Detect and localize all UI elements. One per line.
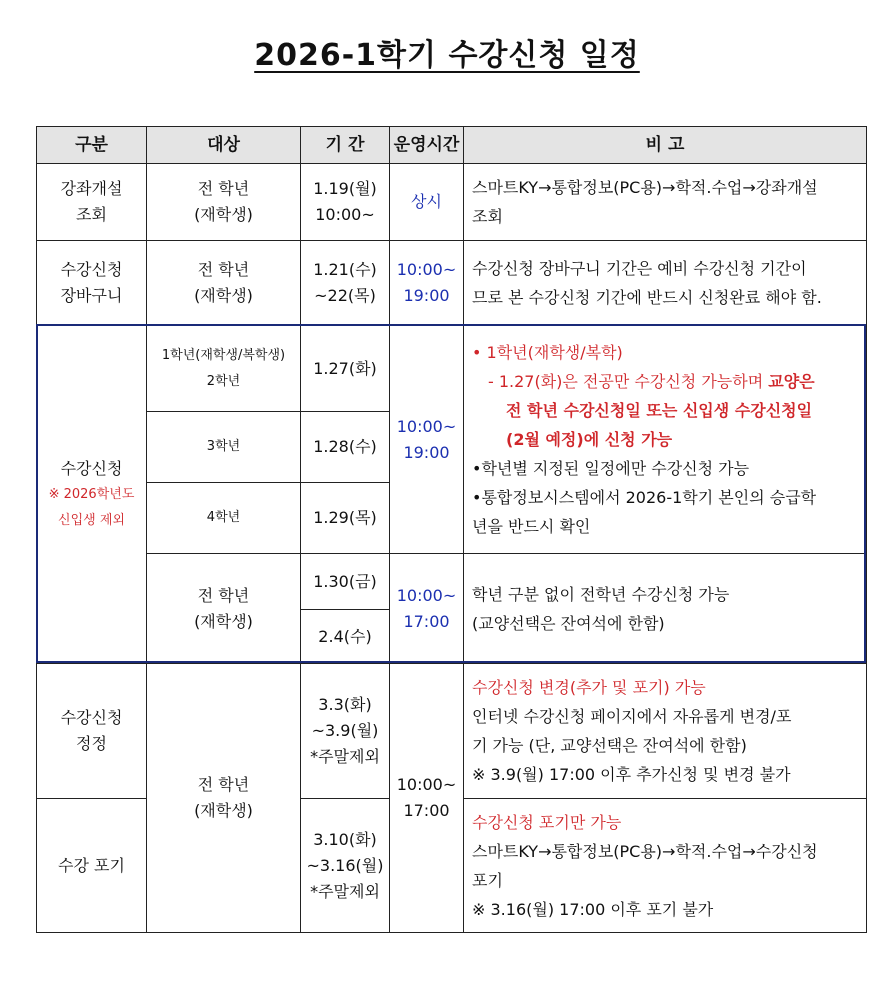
- hours-cell: [390, 326, 464, 554]
- hours-line: 10:00~: [396, 260, 457, 279]
- note-line: (교양선택은 잔여석에 한함): [472, 613, 665, 633]
- note-cell: [464, 241, 867, 326]
- target-line: 전 학년: [197, 179, 250, 198]
- target-line: 2학년: [206, 373, 241, 389]
- note-line: 학년 구분 없이 전학년 수강신청 가능: [472, 584, 730, 604]
- note-line: 인터넷 수강신청 페이지에서 자유롭게 변경/포: [472, 707, 792, 726]
- period-cell: 1.30(금): [301, 554, 390, 610]
- category-note-line: ※ 2026학년도: [48, 486, 135, 502]
- header-target: 대상: [147, 127, 301, 164]
- header-category: 구분: [37, 127, 147, 164]
- hours-line: 10:00~: [396, 416, 457, 436]
- note-highlight: 수강신청 포기만 가능: [472, 812, 622, 832]
- hours-line: 10:00~: [396, 585, 457, 605]
- note-line: 기 가능 (단, 교양선택은 잔여석에 한함): [472, 736, 747, 755]
- schedule-table: [36, 126, 867, 933]
- note-line: 므로 본 수강신청 기간에 반드시 신청완료 해야 함.: [472, 288, 822, 307]
- hours-cell: [390, 664, 464, 933]
- period-line: 1.19(월): [313, 179, 377, 198]
- category-cell: [37, 664, 147, 799]
- note-line: 년을 반드시 확인: [472, 517, 591, 536]
- period-line: *주말제외: [310, 747, 380, 766]
- table-row: [37, 554, 867, 610]
- period-line: 3.10(화): [313, 829, 377, 849]
- period-cell: 1.27(화): [301, 326, 390, 412]
- category-line: 정정: [76, 734, 107, 753]
- target-line: (재학생): [194, 286, 253, 305]
- note-line: 스마트KY→통합정보(PC용)→학적.수업→강좌개설: [472, 178, 818, 197]
- target-cell: [147, 164, 301, 241]
- category-line: 강좌개설: [60, 179, 123, 198]
- period-cell: [301, 164, 390, 241]
- note-bold-text: (2월 예정)에 신청 가능: [506, 430, 673, 449]
- category-line: 수강신청: [60, 458, 123, 478]
- note-cell: [464, 554, 867, 664]
- hours-line: 10:00~: [396, 775, 457, 794]
- category-line: 조회: [76, 205, 107, 224]
- target-cell: 4학년: [147, 483, 301, 554]
- period-cell: [301, 241, 390, 326]
- target-line: (재학생): [194, 801, 253, 820]
- hours-line: 17:00: [403, 611, 450, 631]
- note-cell: [464, 326, 867, 554]
- target-cell: [147, 326, 301, 412]
- target-line: 전 학년: [197, 585, 250, 605]
- category-line: 장바구니: [60, 286, 123, 305]
- hours-cell: [390, 554, 464, 664]
- period-line: ~22(목): [314, 286, 376, 305]
- hours-line: 19:00: [403, 286, 450, 305]
- period-line: ~3.16(월): [306, 855, 384, 875]
- category-cell: [37, 326, 147, 664]
- target-cell: [147, 241, 301, 326]
- note-cell: [464, 799, 867, 933]
- period-line: 3.3(화): [318, 695, 372, 714]
- category-note-line: 신입생 제외: [58, 512, 125, 528]
- note-bold-text: 교양은: [768, 372, 815, 391]
- note-line: ※ 3.9(월) 17:00 이후 추가신청 및 변경 불가: [472, 765, 791, 784]
- period-line: ~3.9(월): [311, 721, 379, 740]
- period-line: 10:00~: [315, 205, 375, 224]
- target-line: 전 학년: [197, 775, 250, 794]
- target-line: (재학생): [194, 205, 253, 224]
- header-period: 기 간: [301, 127, 390, 164]
- table-row: [37, 164, 867, 241]
- period-line: 1.21(수): [313, 260, 377, 279]
- note-dash-text: - 1.27(화)은 전공만 수강신청 가능하며: [488, 372, 769, 391]
- table-row: [37, 664, 867, 799]
- note-line: 포기: [472, 870, 503, 890]
- target-cell: [147, 554, 301, 664]
- hours-cell: 상시: [390, 164, 464, 241]
- category-cell: [37, 164, 147, 241]
- header-note: 비 고: [464, 127, 867, 164]
- header-row: [37, 127, 867, 164]
- note-line: 스마트KY→통합정보(PC용)→학적.수업→수강신청: [472, 841, 818, 861]
- note-line: 조회: [472, 207, 503, 226]
- period-line: *주말제외: [310, 881, 380, 901]
- note-cell: [464, 664, 867, 799]
- page-title-text: 2026-1학기 수강신청 일정: [254, 38, 640, 73]
- header-hours: 운영시간: [390, 127, 464, 164]
- period-cell: [301, 664, 390, 799]
- target-line: 1학년(재학생/복학생): [161, 347, 286, 363]
- period-cell: 2.4(수): [301, 610, 390, 664]
- note-highlight: 수강신청 변경(추가 및 포기) 가능: [472, 678, 706, 697]
- table-row: [37, 326, 867, 412]
- hours-cell: [390, 241, 464, 326]
- table-row: [37, 241, 867, 326]
- target-cell: [147, 664, 301, 933]
- note-line: 수강신청 장바구니 기간은 예비 수강신청 기간이: [472, 259, 807, 278]
- category-line: 수강신청: [60, 260, 123, 279]
- note-bullet: •통합정보시스템에서 2026-1학기 본인의 승급학: [472, 488, 817, 507]
- period-cell: [301, 799, 390, 933]
- note-bullet: •학년별 지정된 일정에만 수강신청 가능: [472, 459, 750, 478]
- note-bold-text: 전 학년 수강신청일 또는 신입생 수강신청일: [506, 401, 813, 420]
- category-cell: [37, 241, 147, 326]
- hours-line: 17:00: [403, 801, 450, 820]
- note-dash-line: [472, 367, 858, 396]
- period-cell: 1.29(목): [301, 483, 390, 554]
- period-cell: 1.28(수): [301, 412, 390, 483]
- note-cell: [464, 164, 867, 241]
- category-line: 수강신청: [60, 708, 123, 727]
- page-title: [0, 30, 894, 74]
- target-cell: 3학년: [147, 412, 301, 483]
- hours-line: 19:00: [403, 442, 450, 462]
- category-cell: 수강 포기: [37, 799, 147, 933]
- target-line: (재학생): [194, 611, 253, 631]
- note-bullet: • 1학년(재학생/복학): [472, 343, 623, 362]
- note-line: ※ 3.16(월) 17:00 이후 포기 불가: [472, 899, 714, 919]
- target-line: 전 학년: [197, 260, 250, 279]
